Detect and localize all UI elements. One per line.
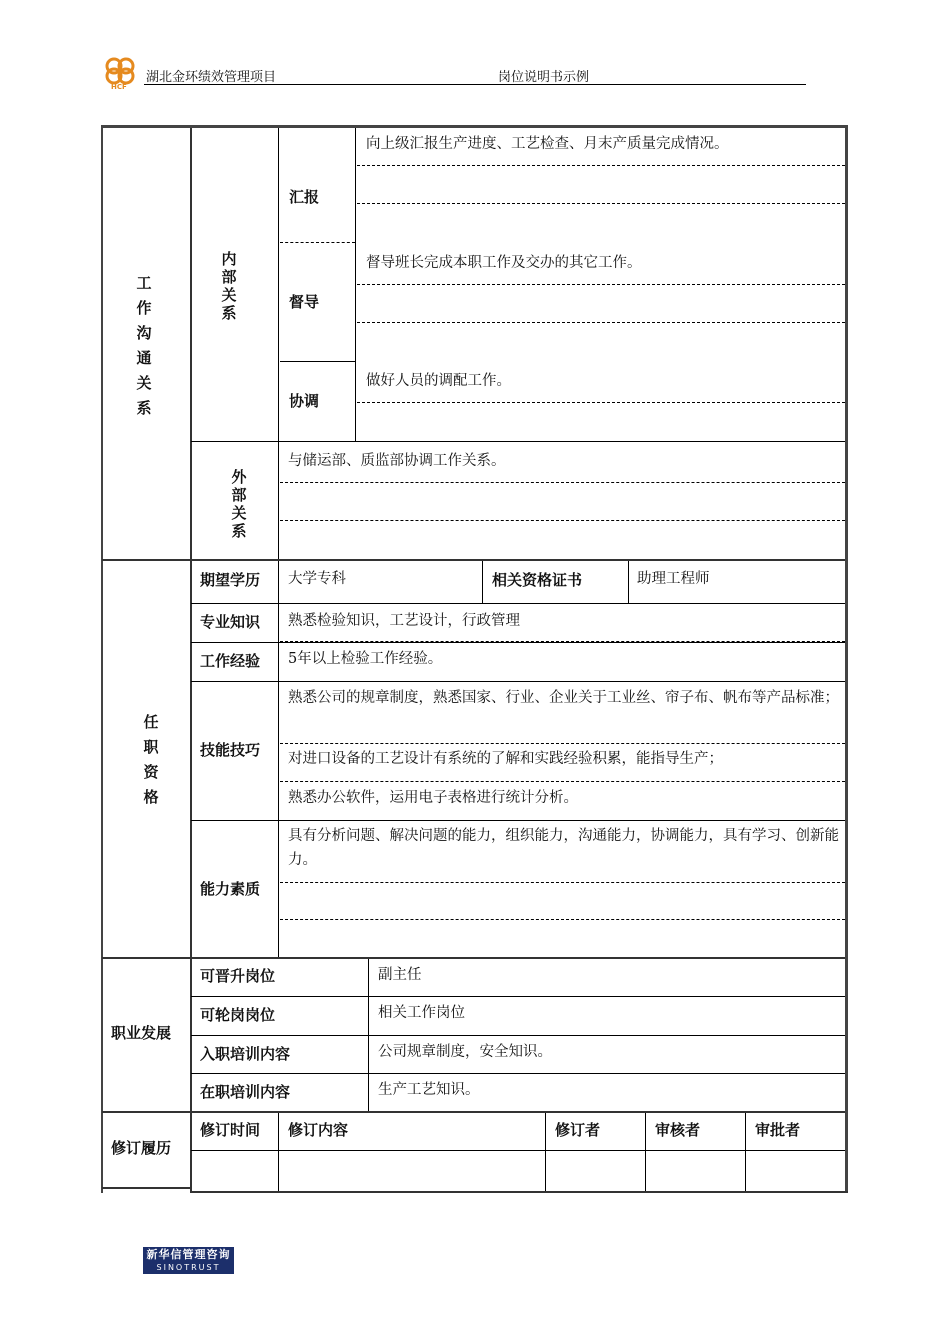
promote-label: 可晋升岗位 — [200, 967, 276, 985]
section-revision: 修订履历 — [111, 1139, 172, 1157]
divider — [280, 242, 355, 243]
dashed-line — [357, 165, 845, 166]
experience-value: 5年以上检验工作经验。 — [288, 651, 443, 667]
divider — [102, 1187, 191, 1189]
promote-value: 副主任 — [378, 967, 422, 983]
report-label: 汇报 — [289, 188, 320, 206]
coordinate-text: 做好人员的调配工作。 — [366, 373, 511, 389]
dashed-line — [357, 402, 845, 403]
dashed-line — [280, 919, 845, 920]
education-label: 期望学历 — [200, 571, 261, 589]
divider — [745, 1112, 746, 1192]
section-career: 职业发展 — [111, 1024, 172, 1042]
divider — [190, 1191, 848, 1193]
external-text: 与储运部、质监部协调工作关系。 — [288, 453, 506, 469]
dashed-line — [280, 482, 845, 483]
revision-header-time: 修订时间 — [200, 1121, 261, 1139]
revision-header-reviewer: 审核者 — [655, 1121, 701, 1139]
divider — [102, 957, 845, 959]
divider — [645, 1112, 646, 1192]
footer-logo-cn: 新华信管理咨询 — [146, 1248, 231, 1261]
divider — [191, 603, 845, 604]
divider — [355, 128, 356, 441]
ongoing-value: 生产工艺知识。 — [378, 1082, 480, 1098]
divider — [191, 1150, 845, 1151]
section-internal: 内部关系 — [221, 250, 237, 322]
cert-value: 助理工程师 — [637, 571, 710, 587]
dashed-line — [280, 882, 845, 883]
revision-header-approver: 审批者 — [755, 1121, 801, 1139]
dashed-line — [280, 781, 845, 782]
company-logo-text: HCF — [111, 83, 127, 90]
divider — [628, 560, 629, 604]
footer-logo-en: SINOTRUST — [156, 1263, 221, 1272]
company-logo-icon — [100, 54, 140, 90]
knowledge-label: 专业知识 — [200, 613, 261, 631]
divider — [545, 1112, 546, 1192]
skills-label: 技能技巧 — [200, 741, 261, 759]
knowledge-value: 熟悉检验知识，工艺设计，行政管理 — [288, 613, 520, 629]
ability-value: 具有分析问题、解决问题的能力，组织能力，沟通能力，协调能力，具有学习、创新能力。 — [288, 828, 839, 868]
section-communication: 工作沟通关系 — [136, 274, 152, 417]
revision-header-content: 修订内容 — [288, 1121, 349, 1139]
divider — [191, 1073, 845, 1074]
divider — [191, 1035, 845, 1036]
cert-label: 相关资格证书 — [492, 571, 583, 589]
section-qualification: 任职资格 — [143, 713, 159, 806]
document-title: 岗位说明书示例 — [498, 70, 590, 85]
divider — [191, 996, 845, 997]
revision-header-reviser: 修订者 — [555, 1121, 601, 1139]
coordinate-label: 协调 — [289, 392, 320, 410]
dashed-line — [280, 520, 845, 521]
onboard-label: 入职培训内容 — [200, 1045, 291, 1063]
divider — [280, 361, 355, 362]
dashed-line — [357, 203, 845, 204]
divider — [191, 642, 845, 643]
skill-item: 对进口设备的工艺设计有系统的了解和实践经验积累，能指导生产； — [288, 751, 723, 767]
divider — [190, 128, 192, 1193]
divider — [191, 820, 845, 821]
experience-label: 工作经验 — [200, 652, 261, 670]
divider — [482, 560, 483, 604]
report-text: 向上级汇报生产进度、工艺检查、月末产质量完成情况。 — [366, 136, 729, 152]
onboard-value: 公司规章制度，安全知识。 — [378, 1044, 552, 1060]
skill-item: 熟悉办公软件，运用电子表格进行统计分析。 — [288, 790, 578, 806]
header-divider — [144, 84, 806, 85]
divider — [102, 1111, 845, 1113]
dashed-line — [280, 743, 845, 744]
supervise-label: 督导 — [289, 293, 320, 311]
ability-label: 能力素质 — [200, 880, 261, 898]
dashed-line — [357, 284, 845, 285]
divider — [191, 441, 845, 442]
divider — [191, 681, 845, 682]
divider — [278, 128, 279, 441]
education-value: 大学专科 — [288, 571, 346, 587]
divider — [102, 559, 845, 561]
divider — [278, 1112, 279, 1192]
skill-item: 熟悉公司的规章制度，熟悉国家、行业、企业关于工业丝、帘子布、帆布等产品标准； — [288, 690, 839, 706]
rotate-value: 相关工作岗位 — [378, 1005, 465, 1021]
project-title: 湖北金环绩效管理项目 — [146, 70, 277, 85]
ongoing-label: 在职培训内容 — [200, 1083, 291, 1101]
footer-logo — [143, 1247, 234, 1274]
divider — [278, 441, 279, 958]
dashed-line — [357, 322, 845, 323]
supervise-text: 督导班长完成本职工作及交办的其它工作。 — [366, 255, 642, 271]
dashed-line — [280, 641, 845, 642]
rotate-label: 可轮岗岗位 — [200, 1006, 276, 1024]
section-external: 外部关系 — [231, 468, 247, 540]
